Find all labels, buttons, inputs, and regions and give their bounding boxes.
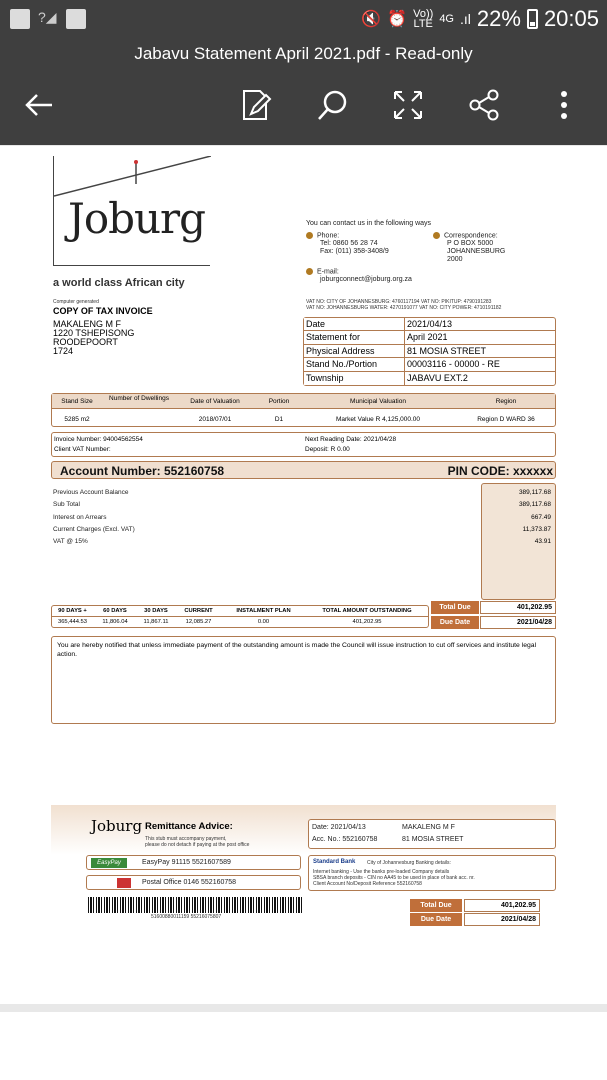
- corr-line3: 2000: [447, 256, 463, 264]
- bank-line1: Internet banking - Use the banks pre-loaded Company details: [313, 869, 450, 875]
- remit-total-value: 401,202.95: [464, 899, 540, 912]
- col-dwellings: Number of Dwellings: [109, 395, 169, 402]
- easypay-box: [86, 855, 301, 870]
- statement-info-table: [303, 317, 556, 386]
- volte-bottom: LTE: [413, 18, 433, 30]
- email-label: E-mail:: [317, 268, 339, 276]
- aging-value: 401,202.95: [352, 619, 382, 625]
- phone-label: Phone:: [317, 232, 340, 240]
- remit-title: Remittance Advice:: [145, 821, 233, 832]
- line-value: 667.49: [531, 513, 551, 521]
- more-options-icon[interactable]: [547, 88, 581, 122]
- bank-name: Standard Bank: [313, 859, 356, 865]
- line-label: Current Charges (Excl. VAT): [53, 525, 135, 533]
- battery-icon: [527, 9, 538, 29]
- copy-title: COPY OF TAX INVOICE: [53, 306, 153, 316]
- aging-value: 11,806.04: [102, 619, 128, 625]
- back-arrow-icon[interactable]: [22, 88, 56, 122]
- bank-line2: SBSA branch deposits - CIN no AA45 to be used in place of bank acc. nr.: [313, 875, 475, 881]
- phone-fax: Fax: (011) 358-3408/9: [320, 248, 389, 256]
- col-region: Region: [495, 398, 517, 405]
- alarm-icon: ⏰: [387, 11, 408, 28]
- aging-head: INSTALMENT PLAN: [236, 608, 291, 614]
- gallery-icon: [66, 9, 86, 29]
- remit-name: MAKALENG M F: [402, 824, 455, 831]
- no-signal-icon: ?◢: [38, 9, 57, 25]
- val-region: Region D WARD 36: [477, 416, 535, 423]
- aging-head: 60 DAYS: [103, 608, 127, 614]
- line-label: Interest on Arrears: [53, 513, 107, 521]
- corr-line1: P O BOX 5000: [447, 240, 494, 248]
- bank-line3: Client Account No/Deposit Reference 552160758: [313, 881, 422, 887]
- fullscreen-icon[interactable]: [391, 88, 425, 122]
- correspondence-block: [433, 232, 505, 264]
- info-value: 81 MOSIA STREET: [407, 345, 487, 356]
- postoffice-logo-icon: [117, 878, 131, 888]
- battery-percent: 22%: [476, 6, 521, 31]
- network-type: 4G: [439, 13, 454, 25]
- line-label: Sub Total: [53, 501, 80, 509]
- info-label: Township: [304, 372, 405, 385]
- postoffice-box: [86, 875, 301, 890]
- info-label: Physical Address: [304, 345, 405, 357]
- aging-table: [51, 605, 429, 628]
- bank-subtitle: City of Johannesburg Banking details:: [367, 860, 451, 866]
- line-value: 389,117.68: [518, 489, 551, 496]
- info-value: 2021/04/13: [407, 319, 453, 329]
- edit-icon[interactable]: [239, 88, 273, 122]
- next-reading-date: Next Reading Date: 2021/04/28: [305, 436, 397, 443]
- invoice-number: Invoice Number: 94004562554: [54, 436, 143, 443]
- remit-due-label: Due Date: [410, 913, 462, 926]
- phone-tel: Tel: 0860 56 28 74: [320, 240, 378, 248]
- info-row: [304, 372, 555, 385]
- vat-numbers-2: VAT NO: JOHANNESBURG WATER: 4270191077 VAT NO: CITY POWER: 4710191182: [306, 305, 502, 311]
- account-bar: [51, 461, 556, 479]
- info-row: [304, 358, 555, 371]
- info-value: 00003116 - 00000 - RE: [407, 359, 500, 370]
- line-label: VAT @ 15%: [53, 538, 88, 546]
- address-line4: 1724: [53, 346, 74, 356]
- remit-address: 81 MOSIA STREET: [402, 836, 464, 843]
- vat-numbers-1: VAT NO: CITY OF JOHANNESBURG: 4760117194 VAT NO: PIKITUP: 4790191283: [306, 299, 492, 305]
- val-portion: D1: [274, 416, 284, 423]
- total-due-label: Total Due: [431, 601, 479, 614]
- aging-value: 12,085.27: [185, 619, 212, 625]
- remit-sub1: This stub must accompany payment,: [145, 836, 227, 842]
- total-due-box: [431, 601, 556, 630]
- col-portion: Portion: [268, 398, 290, 405]
- info-value: April 2021: [407, 332, 448, 343]
- barcode-number: 51600880011159 55216075807: [151, 914, 222, 920]
- aging-head: TOTAL AMOUNT OUTSTANDING: [322, 608, 412, 614]
- email-block: [306, 268, 412, 284]
- remit-total-label: Total Due: [410, 899, 462, 912]
- remit-details-box: [308, 819, 556, 849]
- line-value: 43.91: [534, 538, 551, 546]
- phone-icon: [306, 232, 313, 239]
- info-value: JABAVU EXT.2: [407, 372, 468, 383]
- easypay-ref: EasyPay 91115 5521607589: [142, 859, 231, 866]
- info-row: [304, 331, 555, 344]
- barcode: [88, 897, 303, 913]
- mail-icon: [433, 232, 440, 239]
- legal-notice: You are hereby notified that unless immediate payment of the outstanding amount is made the Council will issue instruction to cut off services and institute legal action.: [51, 636, 556, 724]
- address-line3: ROODEPOORT: [53, 337, 118, 347]
- info-label: Date: [304, 318, 405, 330]
- share-icon[interactable]: [467, 88, 501, 122]
- client-vat-number: Client VAT Number:: [54, 446, 111, 453]
- remit-due-value: 2021/04/28: [464, 913, 540, 926]
- val-date-valuation: 2018/07/01: [198, 416, 232, 423]
- app-bar: [0, 40, 607, 145]
- val-stand-size: 5285 m2: [64, 416, 90, 423]
- charges-values: [481, 483, 556, 600]
- col-municipal-valuation: Municipal Valuation: [350, 398, 406, 405]
- email-icon: [306, 268, 313, 275]
- logo-text: Joburg: [68, 194, 206, 243]
- aging-head: 30 DAYS: [144, 608, 168, 614]
- line-value: 389,117.68: [518, 501, 551, 509]
- postoffice-ref: Postal Office 0146 552160758: [142, 879, 237, 886]
- aging-value: 11,867.11: [143, 619, 169, 625]
- corr-line2: JOHANNESBURG: [447, 248, 506, 256]
- invoice-info-box: [51, 432, 556, 457]
- due-date-value: 2021/04/28: [480, 616, 556, 629]
- corr-label: Correspondence:: [444, 232, 498, 240]
- aging-head: 90 DAYS +: [58, 608, 87, 614]
- clock: 20:05: [543, 6, 599, 31]
- search-icon[interactable]: [316, 88, 350, 122]
- address-line2: 1220 TSHEPISONG: [53, 328, 135, 338]
- folder-icon: [10, 9, 30, 29]
- aging-value: 365,444.53: [57, 619, 87, 625]
- remit-logo: Joburg: [91, 817, 143, 835]
- info-row: [304, 345, 555, 358]
- line-value: 11,373.87: [522, 525, 551, 533]
- remit-date: Date: 2021/04/13: [312, 824, 366, 831]
- info-row: [304, 318, 555, 331]
- aging-head: CURRENT: [184, 608, 213, 614]
- pin-code: PIN CODE: xxxxxx: [447, 464, 553, 478]
- info-label: Statement for: [304, 331, 405, 343]
- info-label: Stand No./Portion: [304, 358, 405, 370]
- col-date-valuation: Date of Valuation: [190, 398, 240, 405]
- col-stand-size: Stand Size: [61, 398, 93, 405]
- deposit: Deposit: R 0.00: [305, 446, 350, 453]
- phone-block: [306, 232, 389, 256]
- document-title: Jabavu Statement April 2021.pdf - Read-only: [134, 44, 473, 63]
- status-bar: [0, 0, 607, 40]
- contact-intro: You can contact us in the following ways: [306, 220, 432, 227]
- tagline: a world class African city: [53, 277, 185, 289]
- line-label: Previous Account Balance: [53, 489, 129, 496]
- remit-sub2: please do not detach if paying at the post office: [145, 842, 250, 848]
- computer-generated-note: Computer generated: [53, 299, 99, 305]
- email-address: joburgconnect@joburg.org.za: [320, 276, 412, 284]
- next-page-preview: [0, 1012, 607, 1080]
- val-municipal-valuation: Market Value R 4,125,000.00: [335, 416, 421, 423]
- easypay-logo: EasyPay: [91, 858, 127, 868]
- mute-icon: 🔇: [361, 11, 382, 28]
- due-date-label: Due Date: [431, 616, 479, 629]
- volte-indicator: [413, 9, 433, 29]
- volte-top: Vo)): [413, 8, 434, 20]
- remit-account: Acc. No.: 552160758: [312, 836, 378, 843]
- charges-lines: [53, 487, 135, 548]
- account-number: Account Number: 552160758: [60, 464, 225, 478]
- address-line1: MAKALENG M F: [53, 319, 122, 329]
- property-table: [51, 393, 556, 427]
- customer-address: [53, 320, 134, 356]
- aging-value: 0.00: [257, 619, 270, 625]
- total-due-value: 401,202.95: [480, 601, 556, 614]
- bank-details-box: [308, 855, 556, 891]
- pdf-page: [0, 146, 607, 1004]
- joburg-logo: [53, 156, 210, 266]
- signal-icon: .ıl: [460, 11, 471, 27]
